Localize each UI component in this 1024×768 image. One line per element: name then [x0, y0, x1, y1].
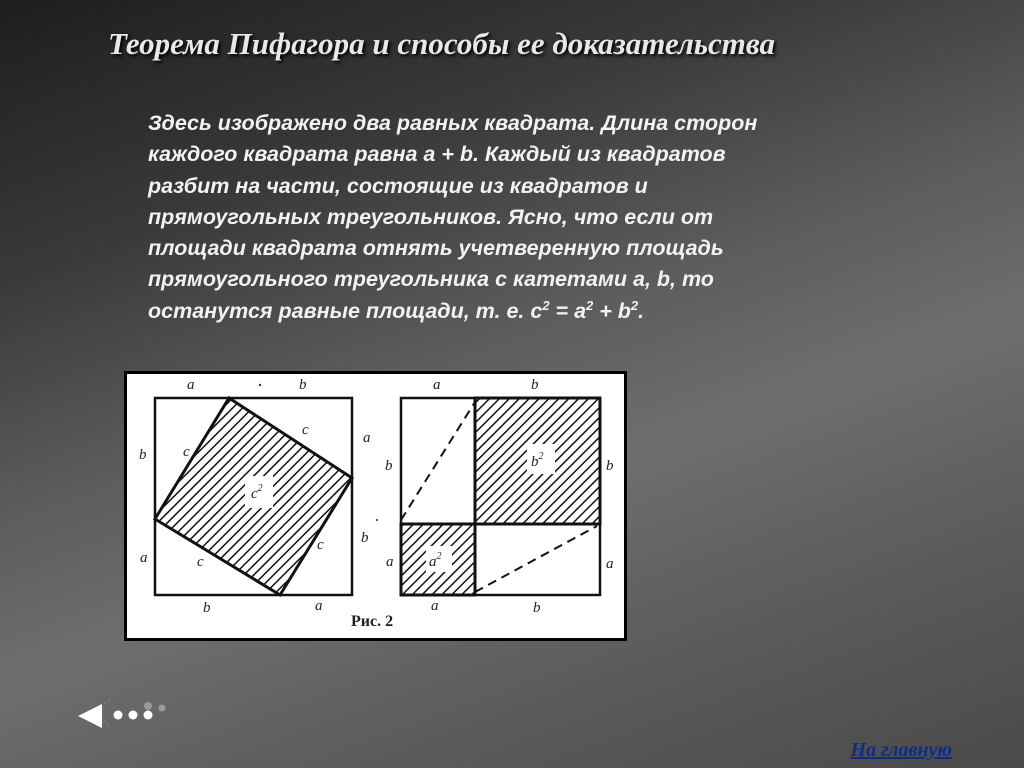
right-square-diagram [385, 377, 614, 616]
body-line: каждого квадрата равна a + b. Каждый из квадратов [148, 142, 726, 167]
slide-body-text [148, 108, 888, 327]
body-line: прямоугольного треугольника с катетами a, b, то [148, 267, 714, 292]
label-right-b: b [606, 458, 614, 474]
label-top-b: b [299, 377, 307, 393]
label-left-b: b [139, 447, 147, 463]
label-top-a: a [187, 377, 195, 393]
body-line-formula: останутся равные площади, т. е. $c^2 = a^2 + b^2$. [148, 297, 645, 323]
home-link[interactable]: На главную [850, 739, 952, 761]
body-line: разбит на части, состоящие из квадратов и [148, 173, 648, 198]
label-top-b: b [531, 377, 539, 393]
prev-slide-nav[interactable] [78, 694, 168, 730]
body-line: площади квадрата отнять учетверенную площадь [148, 236, 724, 261]
label-top-a: a [433, 377, 441, 393]
label-bottom-b: b [533, 600, 541, 616]
dot-mark [259, 384, 261, 386]
pythagoras-figure [124, 371, 627, 641]
body-line: Здесь изображено два равных квадрата. Длина сторон [148, 111, 758, 135]
label-left-a: a [386, 554, 394, 570]
label-c: c [317, 537, 324, 553]
label-bottom-b: b [203, 600, 211, 616]
c2-label: $c^2$ [251, 483, 263, 502]
label-right-a: a [363, 430, 371, 446]
a2-label: $a^2$ [429, 551, 442, 570]
label-right-b: b [361, 530, 369, 546]
figure-caption: Рис. 2 [351, 613, 394, 630]
b2-label: $b^2$ [531, 451, 544, 470]
label-bottom-a: a [315, 598, 323, 614]
back-arrow-icon[interactable] [78, 694, 168, 730]
label-right-a: a [606, 556, 614, 572]
label-left-a: a [140, 550, 148, 566]
label-bottom-a: a [431, 598, 439, 614]
label-c: c [183, 444, 190, 460]
left-square-diagram [139, 377, 378, 616]
body-line: прямоугольных треугольников. Ясно, что если от [148, 204, 714, 229]
label-left-b: b [385, 458, 393, 474]
label-c: c [197, 554, 204, 570]
dot-mark [376, 519, 378, 521]
slide-title: Теорема Пифагора и способы ее доказательства [108, 26, 776, 61]
label-c: c [302, 422, 309, 438]
figure-drawing [127, 374, 624, 638]
